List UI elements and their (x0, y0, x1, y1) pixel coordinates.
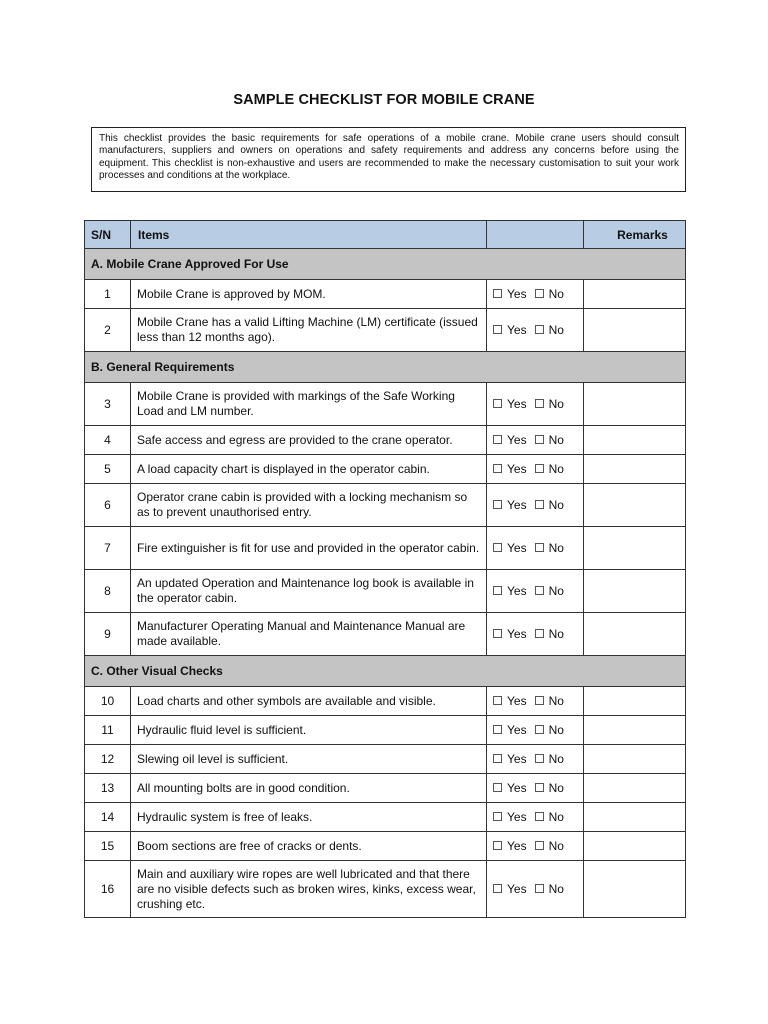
checklist-body (85, 249, 686, 918)
yes-option[interactable] (493, 541, 527, 555)
yes-option[interactable] (493, 627, 527, 641)
no-label: No (548, 723, 564, 737)
remarks-cell[interactable] (584, 383, 686, 426)
no-label: No (548, 694, 564, 708)
no-option[interactable] (535, 627, 564, 641)
yes-label: Yes (507, 462, 527, 476)
yes-option[interactable] (493, 781, 527, 795)
remarks-cell[interactable] (584, 687, 686, 716)
table-header-row (85, 221, 686, 249)
row-sn: 9 (85, 613, 131, 656)
yes-no-cell (487, 613, 584, 656)
checkbox-no[interactable] (535, 435, 544, 444)
yes-option[interactable] (493, 584, 527, 598)
no-option[interactable] (535, 541, 564, 555)
table-row (85, 383, 686, 426)
yes-option[interactable] (493, 882, 527, 896)
table-row (85, 861, 686, 918)
row-sn: 16 (85, 861, 131, 918)
checkbox-yes[interactable] (493, 586, 502, 595)
no-option[interactable] (535, 723, 564, 737)
yes-option[interactable] (493, 694, 527, 708)
yes-option[interactable] (493, 433, 527, 447)
header-remarks: Remarks (584, 221, 686, 249)
header-items: Items (131, 221, 487, 249)
checkbox-yes[interactable] (493, 725, 502, 734)
yes-no-cell (487, 803, 584, 832)
no-option[interactable] (535, 694, 564, 708)
remarks-cell[interactable] (584, 570, 686, 613)
no-label: No (548, 882, 564, 896)
checkbox-no[interactable] (535, 884, 544, 893)
row-sn: 1 (85, 280, 131, 309)
yes-label: Yes (507, 694, 527, 708)
table-row (85, 613, 686, 656)
yes-no-cell (487, 455, 584, 484)
yes-option[interactable] (493, 810, 527, 824)
yes-label: Yes (507, 287, 527, 301)
no-option[interactable] (535, 781, 564, 795)
no-label: No (548, 627, 564, 641)
row-item-text: An updated Operation and Maintenance log book is available in the operator cabin. (131, 570, 487, 613)
section-row (85, 352, 686, 383)
checkbox-no[interactable] (535, 325, 544, 334)
row-sn: 5 (85, 455, 131, 484)
yes-option[interactable] (493, 323, 527, 337)
remarks-cell[interactable] (584, 527, 686, 570)
checkbox-yes[interactable] (493, 884, 502, 893)
yes-option[interactable] (493, 287, 527, 301)
document-title: SAMPLE CHECKLIST FOR MOBILE CRANE (233, 92, 535, 108)
checkbox-no[interactable] (535, 725, 544, 734)
remarks-cell[interactable] (584, 426, 686, 455)
no-label: No (548, 752, 564, 766)
yes-no-cell (487, 426, 584, 455)
row-sn: 2 (85, 309, 131, 352)
no-label: No (548, 781, 564, 795)
section-title: C. Other Visual Checks (85, 656, 686, 687)
remarks-cell[interactable] (584, 455, 686, 484)
no-option[interactable] (535, 287, 564, 301)
row-item-text: Hydraulic system is free of leaks. (131, 803, 487, 832)
remarks-cell[interactable] (584, 484, 686, 527)
checkbox-no[interactable] (535, 629, 544, 638)
no-label: No (548, 541, 564, 555)
checkbox-yes[interactable] (493, 543, 502, 552)
row-item-text: Main and auxiliary wire ropes are well lubricated and that there are no visible defects such as broken wires, kinks, excess wear, crushing etc. (131, 861, 487, 918)
yes-option[interactable] (493, 723, 527, 737)
yes-option[interactable] (493, 839, 527, 853)
checkbox-no[interactable] (535, 586, 544, 595)
checkbox-no[interactable] (535, 500, 544, 509)
checkbox-yes[interactable] (493, 500, 502, 509)
yes-no-cell (487, 745, 584, 774)
row-item-text: Slewing oil level is sufficient. (131, 745, 487, 774)
yes-no-cell (487, 832, 584, 861)
yes-label: Yes (507, 323, 527, 337)
no-option[interactable] (535, 433, 564, 447)
row-item-text: Mobile Crane is provided with markings of the Safe Working Load and LM number. (131, 383, 487, 426)
table-row (85, 455, 686, 484)
table-row (85, 832, 686, 861)
no-label: No (548, 498, 564, 512)
table-row (85, 774, 686, 803)
remarks-cell[interactable] (584, 832, 686, 861)
section-title: A. Mobile Crane Approved For Use (85, 249, 686, 280)
yes-label: Yes (507, 723, 527, 737)
yes-label: Yes (507, 882, 527, 896)
yes-option[interactable] (493, 752, 527, 766)
yes-label: Yes (507, 781, 527, 795)
remarks-cell[interactable] (584, 309, 686, 352)
yes-option[interactable] (493, 498, 527, 512)
checkbox-no[interactable] (535, 754, 544, 763)
row-sn: 3 (85, 383, 131, 426)
row-item-text: Fire extinguisher is fit for use and provided in the operator cabin. (131, 527, 487, 570)
yes-label: Yes (507, 627, 527, 641)
checkbox-no[interactable] (535, 812, 544, 821)
yes-option[interactable] (493, 397, 527, 411)
no-label: No (548, 839, 564, 853)
yes-no-cell (487, 570, 584, 613)
checkbox-yes[interactable] (493, 629, 502, 638)
checklist-table (84, 220, 686, 918)
remarks-cell[interactable] (584, 716, 686, 745)
row-sn: 13 (85, 774, 131, 803)
checkbox-yes[interactable] (493, 435, 502, 444)
no-option[interactable] (535, 323, 564, 337)
no-label: No (548, 810, 564, 824)
yes-option[interactable] (493, 462, 527, 476)
checkbox-no[interactable] (535, 464, 544, 473)
no-option[interactable] (535, 397, 564, 411)
checkbox-yes[interactable] (493, 399, 502, 408)
table-row (85, 687, 686, 716)
checkbox-yes[interactable] (493, 696, 502, 705)
yes-label: Yes (507, 584, 527, 598)
table-row (85, 309, 686, 352)
remarks-cell[interactable] (584, 861, 686, 918)
row-item-text: Boom sections are free of cracks or dents. (131, 832, 487, 861)
checkbox-no[interactable] (535, 289, 544, 298)
row-sn: 15 (85, 832, 131, 861)
remarks-cell[interactable] (584, 774, 686, 803)
yes-no-cell (487, 484, 584, 527)
no-label: No (548, 323, 564, 337)
no-label: No (548, 433, 564, 447)
table-row (85, 803, 686, 832)
row-sn: 12 (85, 745, 131, 774)
yes-label: Yes (507, 839, 527, 853)
no-option[interactable] (535, 498, 564, 512)
no-option[interactable] (535, 810, 564, 824)
remarks-cell[interactable] (584, 280, 686, 309)
no-label: No (548, 462, 564, 476)
no-label: No (548, 584, 564, 598)
row-sn: 14 (85, 803, 131, 832)
row-item-text: Load charts and other symbols are available and visible. (131, 687, 487, 716)
header-check (487, 221, 584, 249)
no-option[interactable] (535, 462, 564, 476)
intro-box: This checklist provides the basic requirements for safe operations of a mobile crane. Mobile crane users should consult manufacturers, suppliers and owners on operations and safety requirements and address any concerns before using the equipment. This checklist is non-exhaustive and users are recommended to make the necessary customisation to suit your work processes and conditions at the workplace. (91, 127, 686, 192)
checkbox-no[interactable] (535, 543, 544, 552)
yes-label: Yes (507, 752, 527, 766)
remarks-cell[interactable] (584, 803, 686, 832)
table-row (85, 280, 686, 309)
section-row (85, 656, 686, 687)
yes-label: Yes (507, 810, 527, 824)
yes-no-cell (487, 527, 584, 570)
checkbox-yes[interactable] (493, 325, 502, 334)
table-row (85, 527, 686, 570)
table-row (85, 484, 686, 527)
checkbox-no[interactable] (535, 696, 544, 705)
yes-no-cell (487, 687, 584, 716)
yes-no-cell (487, 383, 584, 426)
table-row (85, 716, 686, 745)
checkbox-yes[interactable] (493, 754, 502, 763)
yes-label: Yes (507, 498, 527, 512)
checkbox-no[interactable] (535, 399, 544, 408)
row-item-text: Manufacturer Operating Manual and Maintenance Manual are made available. (131, 613, 487, 656)
yes-no-cell (487, 280, 584, 309)
row-item-text: Operator crane cabin is provided with a locking mechanism so as to prevent unauthorised entry. (131, 484, 487, 527)
header-sn: S/N (85, 221, 131, 249)
yes-no-cell (487, 309, 584, 352)
section-row (85, 249, 686, 280)
checkbox-yes[interactable] (493, 464, 502, 473)
row-item-text: Hydraulic fluid level is sufficient. (131, 716, 487, 745)
checkbox-yes[interactable] (493, 841, 502, 850)
table-row (85, 570, 686, 613)
row-item-text: A load capacity chart is displayed in the operator cabin. (131, 455, 487, 484)
row-sn: 11 (85, 716, 131, 745)
row-item-text: Mobile Crane is approved by MOM. (131, 280, 487, 309)
row-item-text: Safe access and egress are provided to the crane operator. (131, 426, 487, 455)
row-sn: 7 (85, 527, 131, 570)
row-sn: 8 (85, 570, 131, 613)
table-row (85, 426, 686, 455)
yes-label: Yes (507, 433, 527, 447)
row-sn: 10 (85, 687, 131, 716)
row-item-text: Mobile Crane has a valid Lifting Machine (LM) certificate (issued less than 12 months ago). (131, 309, 487, 352)
table-row (85, 745, 686, 774)
checkbox-no[interactable] (535, 783, 544, 792)
remarks-cell[interactable] (584, 613, 686, 656)
row-item-text: All mounting bolts are in good condition. (131, 774, 487, 803)
no-option[interactable] (535, 584, 564, 598)
row-sn: 4 (85, 426, 131, 455)
no-label: No (548, 397, 564, 411)
yes-no-cell (487, 716, 584, 745)
yes-label: Yes (507, 397, 527, 411)
remarks-cell[interactable] (584, 745, 686, 774)
checkbox-yes[interactable] (493, 289, 502, 298)
no-option[interactable] (535, 839, 564, 853)
checkbox-yes[interactable] (493, 783, 502, 792)
yes-label: Yes (507, 541, 527, 555)
no-option[interactable] (535, 752, 564, 766)
no-label: No (548, 287, 564, 301)
yes-no-cell (487, 861, 584, 918)
yes-no-cell (487, 774, 584, 803)
section-title: B. General Requirements (85, 352, 686, 383)
checkbox-no[interactable] (535, 841, 544, 850)
row-sn: 6 (85, 484, 131, 527)
no-option[interactable] (535, 882, 564, 896)
checkbox-yes[interactable] (493, 812, 502, 821)
